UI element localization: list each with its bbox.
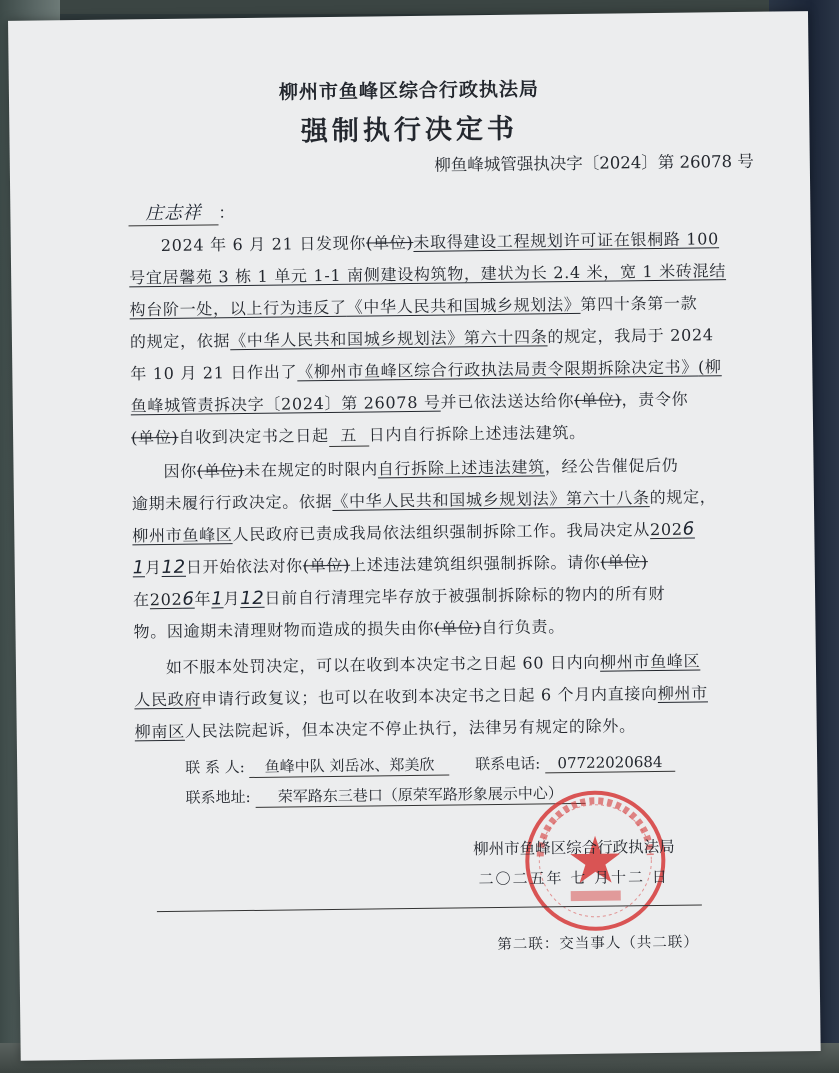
- official-seal-stamp: [519, 785, 671, 937]
- paragraph-2-line-4: 1月12日开始依法对你(单位)上述违法建筑组织强制拆除。请你(单位): [132, 552, 648, 579]
- contact-person-value: 鱼峰中队 刘岳冰、郑美欣: [249, 754, 449, 778]
- paragraph-2-line-3: 柳州市鱼峰区人民政府已责成我局依法组织强制拆除工作。我局决定从2026: [132, 518, 695, 546]
- agency-heading: 柳州市鱼峰区综合行政执法局: [278, 78, 540, 104]
- contact-address: 联系地址: 荣军路东三巷口（原荣军路形象展示中心）: [185, 782, 585, 809]
- signing-date: 二〇二五年 七 月十二 日: [478, 867, 669, 889]
- document-number: 柳鱼峰城管强执决字〔2024〕第 26078 号: [434, 151, 754, 175]
- recipient-line: [128, 198, 235, 226]
- paragraph-3-line-3: 柳南区人民法院起诉，但本决定不停止执行，法律另有规定的除外。: [134, 716, 636, 742]
- paragraph-2-line-5: 在2026年1月12日前自行清理完毕存放于被强制拆除标的物内的所有财: [132, 583, 666, 610]
- paragraph-1-line-3: 构台阶一处，以上行为违反了《中华人民共和国城乡规划法》第四十条第一款: [129, 293, 698, 320]
- notice-paper: [8, 11, 821, 1061]
- contact-phone: 联系电话: 07722020684: [475, 751, 675, 774]
- paragraph-1-line-5: 年 10 月 21 日作出了《柳州市鱼峰区综合行政执法局责令限期拆除决定书》(柳: [130, 357, 722, 384]
- copy-note: 第二联：交当事人（共二联）: [497, 934, 699, 953]
- contact-phone-value: 07722020684: [545, 753, 675, 774]
- paragraph-1-line-2: 号宜居馨苑 3 栋 1 单元 1-1 南侧建设构筑物，建状为长 2.4 米，宽 1 米砖混结: [129, 261, 727, 288]
- paragraph-1-line-7: (单位)自收到决定书之日起 五 日内自行拆除上述违法建筑。: [131, 422, 586, 448]
- paragraph-2-line-2: 逾期未履行行政决定。依据《中华人民共和国城乡规划法》第六十八条的规定，: [131, 487, 717, 514]
- paragraph-3-line-2: 人民政府申请行政复议；也可以在收到本决定书之日起 6 个月内直接向柳州市: [134, 683, 708, 710]
- paragraph-1-line-1: 2024 年 6 月 21 日发现你(单位)未取得建设工程规划许可证在银桐路 100: [160, 229, 720, 256]
- paragraph-2-line-6: 物。因逾期未清理财物而造成的损失由你(单位)自行负责。: [133, 617, 566, 642]
- recipient-name: 庄志祥: [128, 198, 218, 226]
- recipient-colon: ：: [218, 203, 236, 223]
- document-title: 强制执行决定书: [300, 113, 519, 148]
- contact-person: 联 系 人: 鱼峰中队 刘岳冰、郑美欣: [185, 754, 450, 779]
- paragraph-3-line-1: 如不服本处罚决定，可以在收到本决定书之日起 60 日内向柳州市鱼峰区: [165, 651, 701, 678]
- contact-address-value: 荣军路东三巷口（原荣军路形象展示中心）: [255, 782, 585, 808]
- paragraph-2-line-1: 因你(单位)未在规定的时限内自行拆除上述违法建筑，经公告催促后仍: [163, 455, 679, 482]
- signing-agency: 柳州市鱼峰区综合行政执法局: [473, 837, 675, 859]
- paragraph-1-line-6: 鱼峰城管责拆决字〔2024〕第 26078 号并已依法送达给你(单位)，责令你: [130, 389, 689, 416]
- paragraph-1-line-4: 的规定，依据《中华人民共和国城乡规划法》第六十四条的规定，我局于 2024: [129, 325, 714, 352]
